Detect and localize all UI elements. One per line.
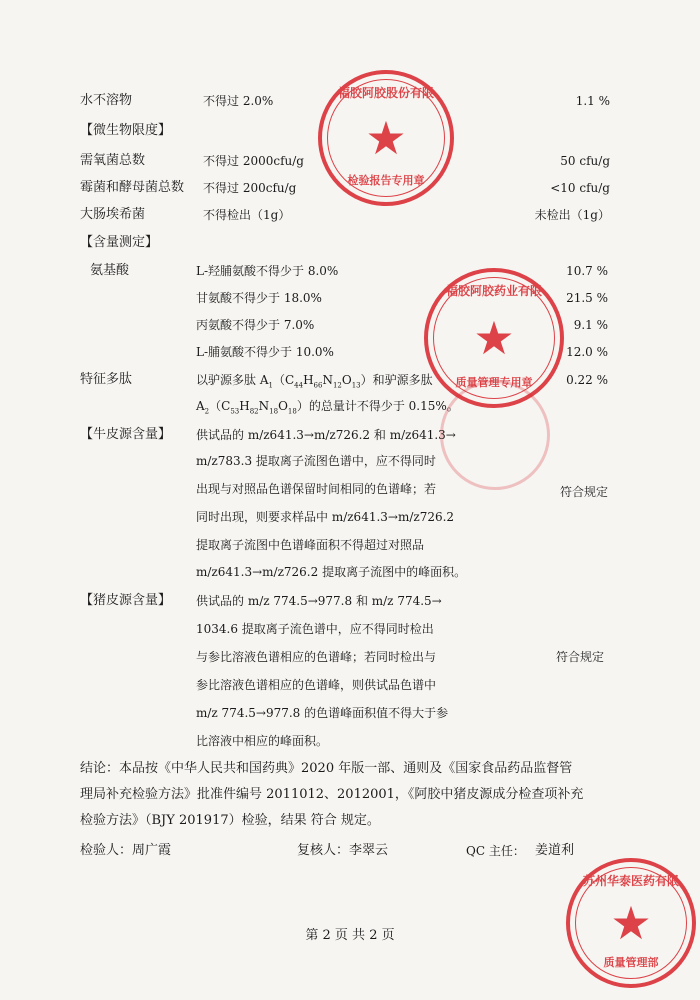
peptide-name: 特征多肽 (80, 372, 133, 387)
qc-label: QC 主任： (466, 844, 525, 858)
micro-header: 【微生物限度】 (80, 123, 172, 138)
hyp-limit: L-羟脯氨酸不得少于 8.0% (196, 264, 339, 278)
peptide-result: 0.22 % (566, 373, 608, 387)
aerobic-result: 50 cfu/g (560, 154, 610, 168)
bovine-line: 供试品的 m/z641.3→m/z726.2 和 m/z641.3→ (196, 428, 456, 442)
reviewer: 复核人：李翠云 (297, 843, 389, 858)
suzhou-huatai-seal: ★ 苏州华泰医药有限 质量管理部 (566, 858, 696, 988)
peptide-line2: $A_2(C_{53}H_{82}N_{18}O_{18})$的总量计不得少于 0.15%。 (196, 399, 459, 416)
quality-management-seal: ★ 福胶阿胶药业有限 质量管理专用章 (424, 268, 564, 408)
qc-name: 姜道利 (535, 843, 575, 858)
peptide-line1: 以驴源多肽 $A_1(C_{44}H_{66}N_{12}O_{13})$和驴源多肽 (196, 373, 433, 390)
insoluble-result: 1.1 % (575, 94, 610, 108)
page-footer: 第 2 页 共 2 页 (305, 928, 395, 943)
ecoli-result: 未检出（1g） (534, 208, 610, 222)
porcine-line: m/z 774.5→977.8 的色谱峰面积值不得大于参 (196, 706, 449, 720)
bovine-line: m/z783.3 提取离子流图色谱中，应不得同时 (196, 454, 436, 468)
inspection-report-seal: ★ 福胶阿胶股份有限 检验报告专用章 (318, 70, 454, 206)
content-header: 【含量测定】 (80, 235, 159, 250)
porcine-line: 与参比溶液色谱相应的色谱峰；若同时检出与 (196, 650, 437, 664)
conclusion-line: 结论：本品按《中华人民共和国药典》2020 年版一部、通则及《国家食品药品监督管 (80, 761, 573, 776)
bovine-line: 提取离子流图中色谱峰面积不得超过对照品 (196, 538, 425, 552)
ala-result: 9.1 % (573, 318, 608, 332)
porcine-line: 1034.6 提取离子流色谱中，应不得同时检出 (196, 622, 434, 636)
bovine-result: 符合规定 (559, 485, 608, 499)
gly-result: 21.5 % (566, 291, 608, 305)
porcine-line: 比溶液中相应的峰面积。 (196, 734, 329, 748)
insoluble-name: 水不溶物 (80, 93, 133, 108)
aerobic-name: 需氧菌总数 (80, 153, 146, 168)
porcine-line: 参比溶液色谱相应的色谱峰，则供试品色谱中 (196, 678, 437, 692)
conclusion-line: 理局补充检验方法》批准件编号 2011012、2012001，《阿胶中猪皮源成分检查项补充 (80, 787, 584, 802)
porcine-result: 符合规定 (555, 650, 604, 664)
bovine-name: 【牛皮源含量】 (80, 427, 172, 442)
porcine-name: 【猪皮源含量】 (80, 593, 172, 608)
inspector: 检验人：周广霞 (80, 843, 172, 858)
ecoli-name: 大肠埃希菌 (80, 207, 146, 222)
ala-limit: 丙氨酸不得少于 7.0% (196, 318, 315, 332)
bovine-line: m/z641.3→m/z726.2 提取离子流图中的峰面积。 (196, 565, 467, 579)
ecoli-limit: 不得检出（1g） (203, 208, 291, 222)
conclusion-line: 检验方法》（BJY 201917）检验，结果 符合 规定。 (80, 813, 380, 828)
pro-result: 12.0 % (566, 345, 608, 359)
gly-limit: 甘氨酸不得少于 18.0% (196, 291, 322, 305)
bovine-line: 同时出现，则要求样品中 m/z641.3→m/z726.2 (196, 510, 455, 524)
mold-result: <10 cfu/g (550, 181, 610, 195)
amino-name: 氨基酸 (90, 263, 130, 278)
hyp-result: 10.7 % (566, 264, 608, 278)
mold-name: 霉菌和酵母菌总数 (80, 180, 185, 195)
porcine-line: 供试品的 m/z 774.5→977.8 和 m/z 774.5→ (196, 594, 442, 608)
aerobic-limit: 不得过 2000cfu/g (203, 154, 304, 168)
pro-limit: L-脯氨酸不得少于 10.0% (196, 345, 334, 359)
insoluble-limit: 不得过 2.0% (203, 94, 274, 108)
bovine-line: 出现与对照品色谱保留时间相同的色谱峰；若 (196, 482, 437, 496)
mold-limit: 不得过 200cfu/g (203, 181, 297, 195)
